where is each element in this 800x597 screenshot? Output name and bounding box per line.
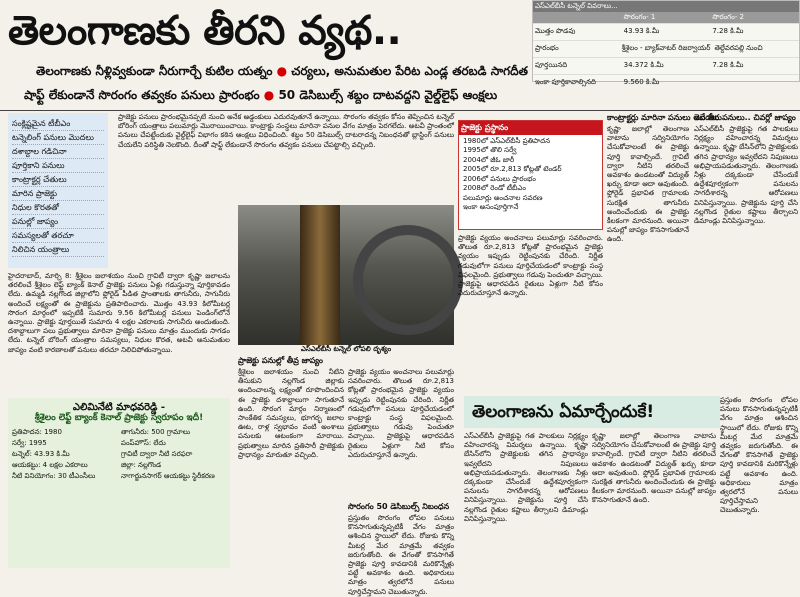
subline-2-b: 50 డెసిబుల్స్ శబ్దం దాటవద్దని వైల్డ్‌లైఫ్ ఆంక్షలు — [278, 88, 498, 102]
table-cell: పూర్తయినది — [535, 61, 568, 69]
highlights-box — [8, 113, 108, 268]
timeline-item: 2006లో పనులు ప్రారంభం — [463, 174, 536, 183]
profile-item: సర్వే: 1995 — [12, 439, 47, 447]
table-cell: 7.28 కి.మీ — [712, 27, 744, 35]
divider — [0, 110, 800, 111]
profile-item: నీటి వినియోగం: 30 టీఎంసీలు — [12, 472, 96, 480]
table-cell: 34.372 కి.మీ — [623, 61, 664, 69]
tunnel-shaft-graphic — [300, 205, 340, 345]
subhead-2: కాంట్రాక్టర్లు మారినా పనులు అదే తీరు — [607, 113, 722, 122]
profile-item: పంప్‌హౌస్: లేదు — [121, 439, 166, 447]
section-banner: తెలంగాణను ఏమార్చేందుకే! — [464, 396, 720, 428]
timeline-item: 2004లో జీఓ జారీ — [463, 155, 515, 164]
subline-1 — [36, 64, 528, 81]
timeline-item: 1995లో తొలి సర్వే — [463, 146, 517, 154]
timeline-item: 2008లో రెండో టీబీఎం — [463, 184, 526, 192]
subhead-5: సొరంగం 50 డెసిబుల్స్ నిబంధన — [348, 502, 450, 511]
table-cell: 7.28 కి.మీ — [712, 61, 744, 69]
tunnel-ring-graphic — [353, 225, 463, 335]
highlight-item: మారిన ప్రాజెక్టు — [12, 187, 104, 201]
table-header-row — [533, 12, 799, 23]
timeline-item: పలుమార్లు అంచనాల సవరణ — [463, 193, 543, 202]
subhead-3: మొదలు పనులు.. చివర్లో జాప్యం — [694, 113, 796, 122]
project-profile-box — [8, 398, 230, 568]
profile-item: టన్నెల్: 43.93 కి.మీ — [12, 450, 70, 458]
highlight-item: నిలిచిన యంత్రాలు — [12, 243, 104, 257]
article-column-4: కృష్ణా జలాల్లో తెలంగాణ వాటాను సద్వినియోగం చేసుకోవాలంటే ఈ ప్రాజెక్టు పూర్తి కావాల్సిందే. గ్రావిటీ ద్వారా నీటిని తరలించే అవకాశం ఉండటంతో విద్యుత్ ఖర్చు కూడా ఆదా అవుతుంది. ఫ్లోరైడ్ ప్రభావిత గ్రామాలకు సురక్షిత తాగునీరు అందించేందుకు ఈ ప్రాజెక్టు కీలకంగా మారనుంది. అయినా పనుల్లో జాప్యం కొనసాగుతూనే ఉంది. — [607, 125, 689, 244]
table-row — [533, 74, 799, 91]
table-title: ఎస్‌ఎల్‌బీసీ టన్నెల్ వివరాలు... — [535, 2, 618, 10]
article-column-1: హైదరాబాద్, మార్చి 8: శ్రీశైలం జలాశయం నుంచి గ్రావిటీ ద్వారా కృష్ణా జలాలను తరలించే శ్రీశైలం లెఫ్ట్ బ్యాంక్ కెనాల్ ప్రాజెక్టు పనులు ఏళ్లు గడుస్తున్నా పూర్తికావడం లేదు. ఉమ్మడి నల్లగొండ జిల్లాలోని ఫ్లోరైడ్ పీడిత ప్రాంతాలకు తాగునీరు, సాగునీరు అందించే లక్ష్యంతో ఈ ప్రాజెక్టును ప్రతిపాదించారు. మొత్తం 43.93 కిలోమీటర్ల సొరంగ మార్గంలో ఇప్పటికీ సుమారు 9.56 కిలోమీటర్ల పనులు పెండింగ్‌లోనే ఉన్నాయి. ప్రాజెక్టు పూర్తయితే సుమారు 4 లక్షల ఎకరాలకు సాగునీరు అందుతుంది. దశాబ్దాలుగా పలు ప్రభుత్వాలు మారినా ప్రాజెక్టు పనులు మాత్రం ముందుకు సాగడం లేదు. టన్నెల్ బోరింగ్ యంత్రాల సమస్యలు, నిధుల కొరత, అటవీ అనుమతుల జాప్యం వంటి కారణాలతో పనులు తరచూ నిలిచిపోతున్నాయి. — [8, 272, 230, 354]
table-row — [533, 23, 799, 40]
table-cell: శ్రీశైలం - బ్యాక్‌వాటర్ రిజర్వాయర్ — [621, 44, 711, 52]
table-row — [533, 57, 799, 74]
table-cell: మొత్తం పొడవు — [535, 27, 576, 35]
highlight-item: కాంట్రాక్టర్ల చేతులు — [12, 173, 104, 187]
table-header: సొరంగం- 2 — [712, 13, 745, 21]
article-column-3: ప్రాజెక్టు వ్యయం అంచనాలు పలుమార్లు సవరించారు. తొలుత రూ.2,813 కోట్లతో ప్రారంభమైన ప్రాజెక్టు వ్యయం ఇప్పుడు రెట్టింపునకు చేరింది. నిర్ణీత గడువులోగా పనులు పూర్తిచేయడంలో కాంట్రాక్టు సంస్థ విఫలమైంది. ప్రభుత్వాలు గడువు పెంచుతూ వచ్చాయి. ప్రాజెక్టుపై ఆధారపడిన రైతులు ఏళ్లుగా నీటి కోసం ఎదురుచూస్తూనే ఉన్నారు. — [348, 368, 454, 459]
article-column-2: శ్రీశైలం జలాశయం నుంచి నీటిని తీసుకుని నల్లగొండ జిల్లాకు అందించాలన్న లక్ష్యంతో రూపొందించిన ఈ ప్రాజెక్టు దశాబ్దాలుగా సాగుతూనే ఉంది. సొరంగ మార్గం నిర్మాణంలో సాంకేతిక సమస్యలు, భూగర్భ జలాల ఊట, రాళ్ల స్వభావం వంటి అంశాలు పనులకు ఆటంకంగా మారాయి. ప్రభుత్వాలు మారిన ప్రతిసారీ ప్రాజెక్టుకు ప్రాధాన్యం మారుతూ వచ్చింది. — [238, 368, 344, 459]
bullet-icon: ● — [263, 88, 279, 102]
highlight-item: సమస్యలతో తరచూ — [12, 229, 104, 243]
subline-1-b: చర్యలు, అనుమతుల పేరిట ఎండ్ల తరబడి సాగదీత — [291, 64, 528, 78]
article-column-9: ప్రస్తుతం సొరంగం లోపల పనులు కొనసాగుతున్నప్పటికీ వేగం మాత్రం ఆశించిన స్థాయిలో లేదు. రోజుకు కొన్ని మీటర్ల మేర మాత్రమే తవ్వకం జరుగుతోంది. ఈ వేగంతో కొనసాగితే ప్రాజెక్టు పూర్తి కావడానికి మరికొన్నేళ్లు పట్టే అవకాశం ఉంది. అధికారులు మాత్రం త్వరలోనే పనులు పూర్తిచేస్తామని చెబుతున్నారు. — [720, 396, 798, 515]
profile-item: తాగునీరు: 500 గ్రామాలు — [121, 428, 191, 436]
timeline-item: ఇంకా అసంపూర్తిగానే — [463, 203, 519, 211]
subhead-1: ప్రాజెక్టు పనుల్లో తీవ్ర జాప్యం — [238, 356, 323, 365]
article-column-7: ఎస్‌ఎల్‌బీసీ ప్రాజెక్టుపై గత పాలకులు నిర్లక్ష్యం వహించారన్న విమర్శలు ఉన్నాయి. కృష్ణా బేసిన్‌లోని ప్రాజెక్టులకు తగిన ప్రాధాన్యం ఇవ్వలేదని నిపుణులు అభిప్రాయపడుతున్నారు. తెలంగాణకు నీళ్లు దక్కకుండా చేసేందుకే ఉద్దేశపూర్వకంగా పనులను సాగదీశారన్న ఆరోపణలు వినిపిస్తున్నాయి. ప్రాజెక్టును పూర్తి చేసి నల్లగొండ రైతుల కష్టాలు తీర్చాలని డిమాండ్లు వినిపిస్తున్నాయి. — [464, 432, 588, 523]
table-cell: 9.560 కి.మీ — [623, 78, 660, 86]
timeline-item: 1980లో ఎస్‌ఎల్‌బీసీ ప్రతిపాదన — [463, 136, 551, 145]
highlight-item: పనుల్లో జాప్యం — [12, 215, 104, 229]
profile-item: జిల్లా: నల్లగొండ — [121, 461, 162, 469]
tunnel-photo — [238, 205, 454, 345]
subline-2-a: షాఫ్ట్ లేకుండానే సొరంగం తవ్వకం పనులు ప్రారంభం — [24, 88, 260, 102]
table-header: సొరంగం- 1 — [623, 13, 656, 21]
highlight-item: సంక్లిష్టమైన టీబీఎం — [12, 117, 104, 131]
photo-caption: ఎస్‌ఎల్‌బీసీ టన్నెల్ లోపలి దృశ్యం — [300, 345, 392, 353]
article-column-6: ప్రాజెక్టు వ్యయం అంచనాలు పలుమార్లు సవరించారు. తొలుత రూ.2,813 కోట్లతో ప్రారంభమైన ప్రాజెక్టు వ్యయం ఇప్పుడు రెట్టింపునకు చేరింది. నిర్ణీత గడువులోగా పనులు పూర్తిచేయడంలో కాంట్రాక్టు సంస్థ విఫలమైంది. ప్రభుత్వాలు గడువు పెంచుతూ వచ్చాయి. ప్రాజెక్టుపై ఆధారపడిన రైతులు ఏళ్లుగా నీటి కోసం ఎదురుచూస్తూనే ఉన్నారు. — [458, 234, 603, 298]
highlight-item: టన్నెలింగ్ పనులు మొదలు — [12, 131, 104, 145]
profile-item: గ్రావిటీ ద్వారా నీటి సరఫరా — [121, 450, 193, 458]
table-cell: 43.93 కి.మీ — [623, 27, 660, 35]
table-title-row — [533, 1, 799, 12]
article-column-8: కృష్ణా జలాల్లో తెలంగాణ వాటాను సద్వినియోగం చేసుకోవాలంటే ఈ ప్రాజెక్టు పూర్తి కావాల్సిందే. గ్రావిటీ ద్వారా నీటిని తరలించే అవకాశం ఉండటంతో విద్యుత్ ఖర్చు కూడా ఆదా అవుతుంది. ఫ్లోరైడ్ ప్రభావిత గ్రామాలకు సురక్షిత తాగునీరు అందించేందుకు ఈ ప్రాజెక్టు కీలకంగా మారనుంది. అయినా పనుల్లో జాప్యం కొనసాగుతూనే ఉంది. — [592, 432, 716, 505]
article-column-3b: ప్రస్తుతం సొరంగం లోపల పనులు కొనసాగుతున్నప్పటికీ వేగం మాత్రం ఆశించిన స్థాయిలో లేదు. రోజుకు కొన్ని మీటర్ల మేర మాత్రమే తవ్వకం జరుగుతోంది. ఈ వేగంతో కొనసాగితే ప్రాజెక్టు పూర్తి కావడానికి మరికొన్నేళ్లు పట్టే అవకాశం ఉంది. అధికారులు మాత్రం త్వరలోనే పనులు పూర్తిచేస్తామని చెబుతున్నారు. — [348, 514, 454, 596]
profile-title: ఎలిమినేటి మాధవరెడ్డి - — [72, 402, 166, 413]
timeline-item: 2005లో రూ.2,813 కోట్లతో టెండర్ — [463, 165, 562, 173]
subline-1-a: తెలంగాణకు నీళ్లివ్వకుండా నీరుగార్చే కుటిల యత్నం — [36, 64, 273, 78]
highlight-item: నిధుల కొరతతో — [12, 201, 104, 215]
article-intro: ప్రాజెక్టు పనులు ప్రారంభమైనప్పటి నుంచి అనేక అడ్డంకులు ఎదురవుతూనే ఉన్నాయి. సొరంగం తవ్వకం కోసం తెప్పించిన టన్నెల్ బోరింగ్ యంత్రాలు పలుమార్లు మొరాయించాయి. కాంట్రాక్టు సంస్థలు మారినా పనుల వేగం మాత్రం పెరగలేదు. అటవీ ప్రాంతంలో పనులు చేపట్టేందుకు వైల్డ్‌లైఫ్ విభాగం కఠిన ఆంక్షలు విధించింది. శబ్దం 50 డెసిబుల్స్ దాటరాదన్న నిబంధనతో బ్లాస్టింగ్ పనులు చేయలేని పరిస్థితి నెలకొంది. దీంతో షాఫ్ట్ లేకుండానే సొరంగం తవ్వకం పనులు చేపట్టాల్సి వచ్చింది. — [118, 113, 454, 149]
tunnel-details-table — [532, 0, 800, 86]
profile-left — [12, 427, 117, 482]
table-cell: ప్రారంభం — [535, 44, 559, 52]
highlight-item: పూర్తికాని పనులు — [12, 159, 104, 173]
profile-right — [121, 427, 226, 482]
profile-item: ప్రతిపాదన: 1980 — [12, 428, 62, 436]
profile-columns — [12, 427, 226, 482]
profile-item: ఆయకట్టు: 4 లక్షల ఎకరాలు — [12, 461, 88, 469]
highlight-item: దశాబ్దాల గడిచినా — [12, 145, 104, 159]
article-column-5: ఎస్‌ఎల్‌బీసీ ప్రాజెక్టుపై గత పాలకులు నిర్లక్ష్యం వహించారన్న విమర్శలు ఉన్నాయి. కృష్ణా బేసిన్‌లోని ప్రాజెక్టులకు తగిన ప్రాధాన్యం ఇవ్వలేదని నిపుణులు అభిప్రాయపడుతున్నారు. తెలంగాణకు నీళ్లు దక్కకుండా చేసేందుకే ఉద్దేశపూర్వకంగా పనులను సాగదీశారన్న ఆరోపణలు వినిపిస్తున్నాయి. ప్రాజెక్టును పూర్తి చేసి నల్లగొండ రైతుల కష్టాలు తీర్చాలని డిమాండ్లు వినిపిస్తున్నాయి. — [694, 125, 798, 226]
bullet-icon: ● — [276, 64, 292, 78]
table-row — [533, 40, 799, 57]
timeline-box — [458, 120, 603, 230]
headline: తెలంగాణకు తీరని వ్యథ.. — [8, 8, 402, 54]
table-cell: ఇంకా పూర్తికావాల్సినది — [535, 78, 596, 86]
table-header — [533, 12, 622, 23]
profile-item: నాగార్జునసాగర్ ఆయకట్టు స్థిరీకరణ — [121, 472, 215, 480]
profile-subtitle: శ్రీశైలం లెఫ్ట్ బ్యాంక్ కెనాల్ ప్రాజెక్టు స్వరూపం ఇదీ! — [34, 413, 204, 423]
timeline-title: ప్రాజెక్టు ప్రస్థానం — [459, 121, 602, 135]
table-cell: తెల్దేవరపల్లి నుంచి — [714, 44, 763, 52]
